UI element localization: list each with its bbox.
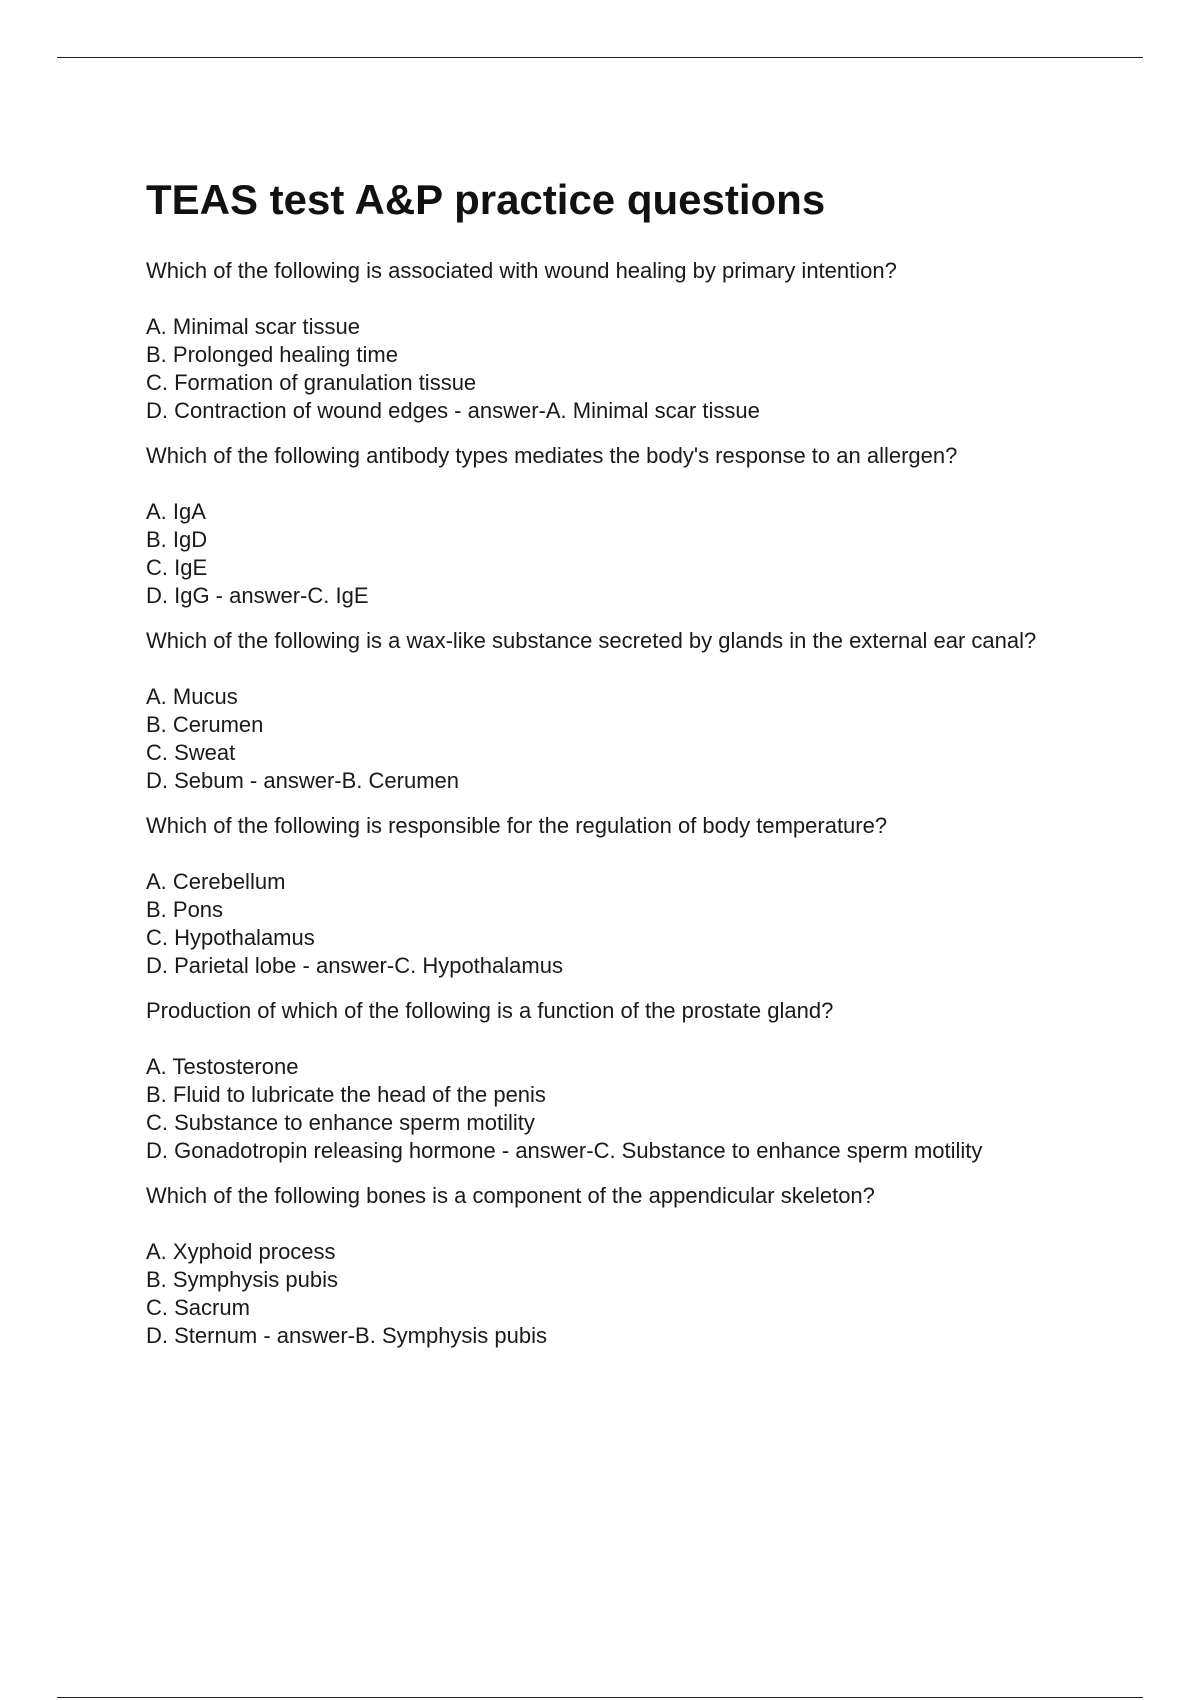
question-text: Which of the following is a wax-like substance secreted by glands in the external ear canal? xyxy=(146,628,1037,653)
answer-option: B. Prolonged healing time xyxy=(146,342,398,367)
question-text: Which of the following bones is a component of the appendicular skeleton? xyxy=(146,1183,875,1208)
top-divider xyxy=(57,57,1143,58)
question-block xyxy=(146,627,1086,795)
answer-option: C. Substance to enhance sperm motility xyxy=(146,1110,535,1135)
answer-option: C. Sweat xyxy=(146,740,236,765)
answer-option: C. Hypothalamus xyxy=(146,925,315,950)
question-text: Which of the following is responsible for the regulation of body temperature? xyxy=(146,813,888,838)
answer-option: A. Xyphoid process xyxy=(146,1239,336,1264)
answer-option: B. Pons xyxy=(146,897,224,922)
answer-option: D. Sebum - answer-B. Cerumen xyxy=(146,768,459,793)
question-block xyxy=(146,997,1086,1165)
page-title: TEAS test A&P practice questions xyxy=(146,176,826,223)
answer-option: D. Contraction of wound edges - answer-A. Minimal scar tissue xyxy=(146,398,760,423)
document-body xyxy=(146,170,1086,1367)
answer-options xyxy=(146,313,1086,425)
answer-options xyxy=(146,868,1086,980)
answer-option: D. IgG - answer-C. IgE xyxy=(146,583,369,608)
bottom-divider xyxy=(57,1697,1143,1698)
answer-option: D. Parietal lobe - answer-C. Hypothalamus xyxy=(146,953,563,978)
answer-option: A. Testosterone xyxy=(146,1054,299,1079)
question-text: Production of which of the following is a function of the prostate gland? xyxy=(146,998,834,1023)
answer-option: D. Sternum - answer-B. Symphysis pubis xyxy=(146,1323,548,1348)
answer-option: A. Minimal scar tissue xyxy=(146,314,360,339)
answer-options xyxy=(146,1238,1086,1350)
answer-option: D. Gonadotropin releasing hormone - answer-C. Substance to enhance sperm motility xyxy=(146,1138,983,1163)
question-block xyxy=(146,1182,1086,1350)
question-text: Which of the following is associated with wound healing by primary intention? xyxy=(146,258,897,283)
question-block xyxy=(146,812,1086,980)
answer-option: C. Sacrum xyxy=(146,1295,250,1320)
answer-options xyxy=(146,498,1086,610)
question-block xyxy=(146,442,1086,610)
answer-option: B. Fluid to lubricate the head of the penis xyxy=(146,1082,546,1107)
answer-options xyxy=(146,683,1086,795)
question-block xyxy=(146,257,1086,425)
answer-option: C. IgE xyxy=(146,555,208,580)
answer-option: B. IgD xyxy=(146,527,208,552)
answer-option: A. IgA xyxy=(146,499,206,524)
answer-option: B. Cerumen xyxy=(146,712,264,737)
answer-option: A. Mucus xyxy=(146,684,238,709)
answer-options xyxy=(146,1053,1086,1165)
answer-option: C. Formation of granulation tissue xyxy=(146,370,477,395)
answer-option: A. Cerebellum xyxy=(146,869,286,894)
question-text: Which of the following antibody types mediates the body's response to an allergen? xyxy=(146,443,958,468)
answer-option: B. Symphysis pubis xyxy=(146,1267,338,1292)
